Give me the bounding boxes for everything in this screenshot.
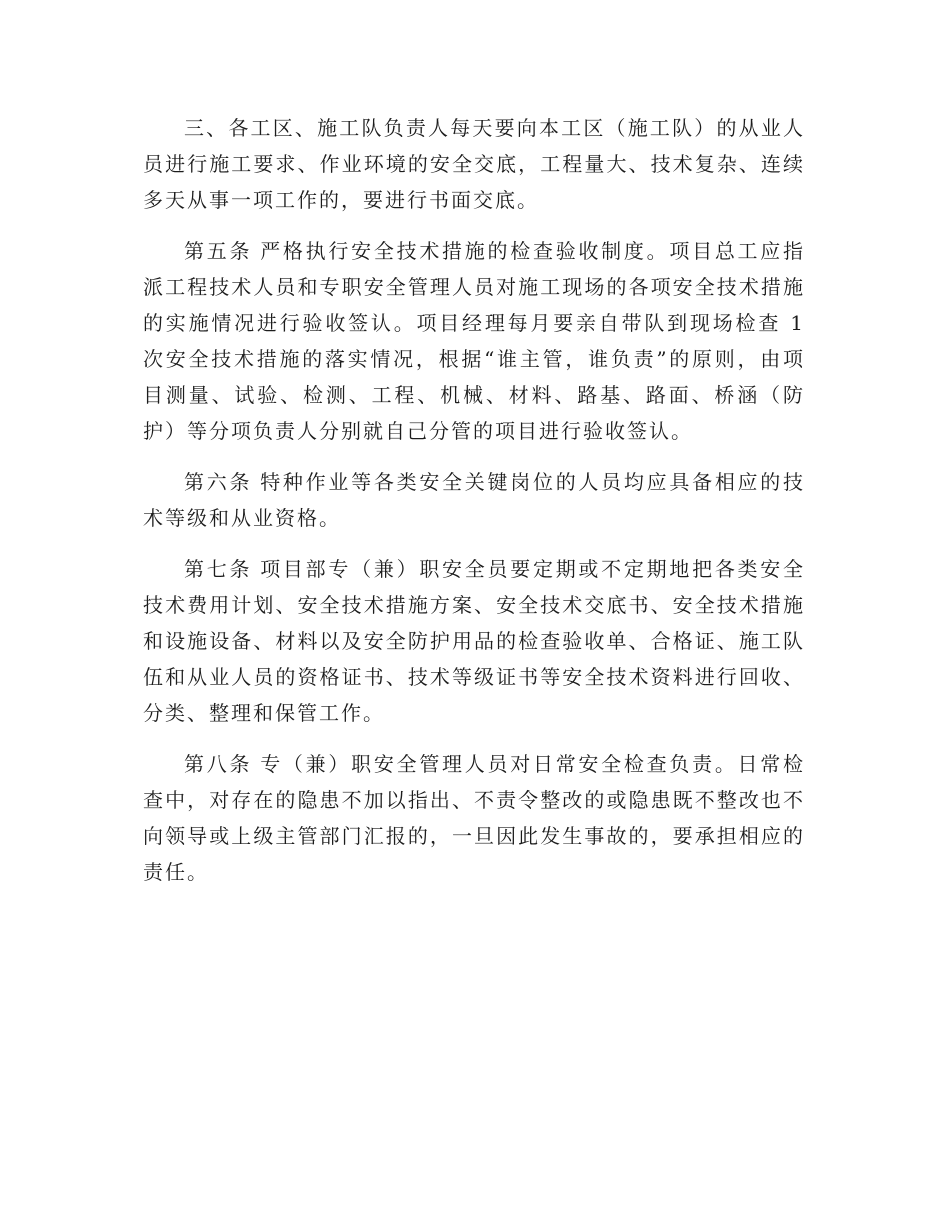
document-body bbox=[143, 110, 805, 905]
article-number: 第七条 bbox=[184, 557, 253, 581]
article-number: 第六条 bbox=[184, 470, 253, 494]
paragraph-article-5 bbox=[143, 233, 805, 449]
paragraph-article-7 bbox=[143, 551, 805, 731]
paragraph-text: 专（兼）职安全管理人员对日常安全检查负责。日常检查中，对存在的隐患不加以指出、不责令整改的或隐患既不整改也不向领导或上级主管部门汇报的，一旦因此发生事故的，要承担相应的责任。 bbox=[143, 752, 806, 884]
paragraph-text: 特种作业等各类安全关键岗位的人员均应具备相应的技术等级和从业资格。 bbox=[143, 470, 806, 530]
paragraph-text: 三、各工区、施工队负责人每天要向本工区（施工队）的从业人员进行施工要求、作业环境的安全交底，工程量大、技术复杂、连续多天从事一项工作的，要进行书面交底。 bbox=[143, 116, 805, 212]
article-number: 第五条 bbox=[184, 239, 253, 263]
article-number: 第八条 bbox=[184, 752, 253, 776]
paragraph-clause-3 bbox=[143, 110, 805, 218]
paragraph-article-6 bbox=[143, 464, 805, 536]
paragraph-text: 项目部专（兼）职安全员要定期或不定期地把各类安全技术费用计划、安全技术措施方案、安全技术交底书、安全技术措施和设施设备、材料以及安全防护用品的检查验收单、合格证、施工队伍和从业人员的资格证书、技术等级证书等安全技术资料进行回收、分类、整理和保管工作。 bbox=[143, 557, 806, 725]
paragraph-text: 严格执行安全技术措施的检查验收制度。项目总工应指派工程技术人员和专职安全管理人员对施工现场的各项安全技术措施的实施情况进行验收签认。项目经理每月要亲自带队到现场检查 1 次安全技术措施的落实情况，根据“谁主管，谁负责”的原则，由项目测量、试验、检测、工程、机械、材料、路基、路面、桥涵（防护）等分项负责人分别就自己分管的项目进行验收签认。 bbox=[143, 239, 806, 443]
paragraph-article-8 bbox=[143, 746, 805, 890]
